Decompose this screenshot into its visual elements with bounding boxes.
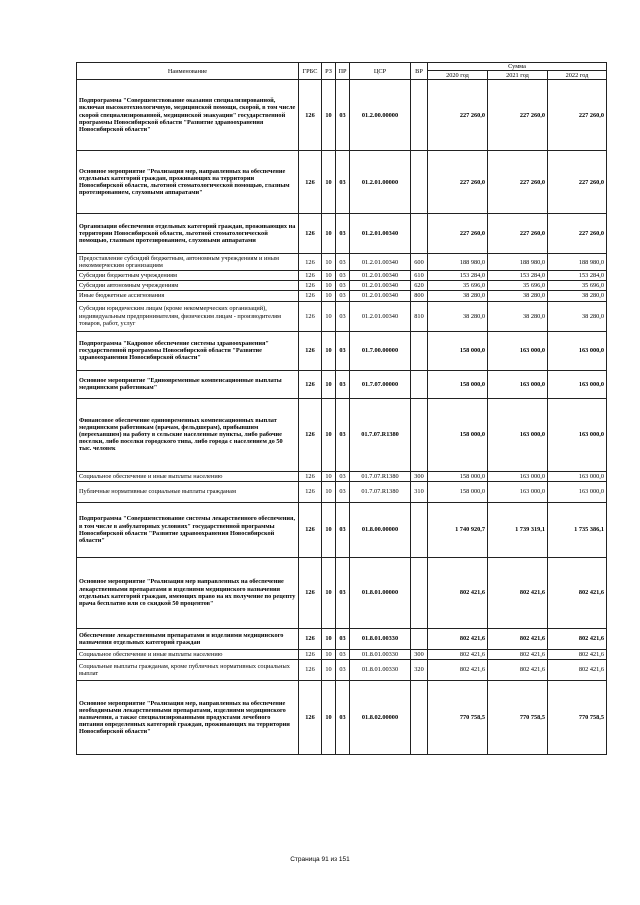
table-row: [77, 471, 607, 481]
cell-name: Подпрограмма "Совершенствование оказания специализированной, включая высокотехнологичную, медицинской помощи, скорой, в том числе скорой специализированной, медицинской эвакуации" государственной программы Новосибирской области "Развитие здравоохранения Новосибирской области": [77, 80, 299, 151]
cell-y2020: 158 000,0: [428, 471, 488, 481]
cell-y2020: 35 696,0: [428, 281, 488, 291]
cell-y2021: 38 280,0: [488, 301, 548, 331]
cell-y2022: 153 284,0: [548, 271, 607, 281]
cell-rz: 10: [322, 680, 336, 754]
cell-csr: 01.2.00.00000: [350, 80, 411, 151]
cell-grbs: 126: [299, 301, 322, 331]
cell-y2020: 1 740 920,7: [428, 502, 488, 557]
page-number: Страница 91 из 151: [290, 856, 350, 863]
cell-grbs: 126: [299, 398, 322, 471]
cell-y2020: 802 421,6: [428, 659, 488, 680]
cell-csr: 01.8.01.00330: [350, 628, 411, 649]
table-row: [77, 254, 607, 271]
cell-y2020: 770 758,5: [428, 680, 488, 754]
cell-rz: 10: [322, 481, 336, 502]
header-name: Наименование: [77, 63, 299, 80]
cell-rz: 10: [322, 557, 336, 628]
cell-rz: 10: [322, 370, 336, 398]
cell-rz: 10: [322, 331, 336, 370]
cell-y2021: 802 421,6: [488, 649, 548, 659]
cell-pr: 03: [336, 557, 350, 628]
cell-vr: 600: [411, 254, 428, 271]
cell-rz: 10: [322, 151, 336, 214]
cell-vr: 800: [411, 291, 428, 301]
cell-y2021: 163 000,0: [488, 471, 548, 481]
cell-y2022: 227 260,0: [548, 151, 607, 214]
header-2022: 2022 год: [548, 71, 607, 80]
cell-y2021: 38 280,0: [488, 291, 548, 301]
cell-y2022: 163 000,0: [548, 398, 607, 471]
cell-grbs: 126: [299, 471, 322, 481]
cell-pr: 03: [336, 471, 350, 481]
cell-y2021: 227 260,0: [488, 214, 548, 254]
cell-y2022: 38 280,0: [548, 291, 607, 301]
cell-csr: 01.2.01.00340: [350, 271, 411, 281]
cell-grbs: 126: [299, 502, 322, 557]
cell-csr: 01.7.07.R1380: [350, 481, 411, 502]
cell-grbs: 126: [299, 80, 322, 151]
cell-csr: 01.2.01.00000: [350, 151, 411, 214]
cell-name: Социальное обеспечение и иные выплаты населению: [77, 471, 299, 481]
header-2020: 2020 год: [428, 71, 488, 80]
cell-y2021: 188 980,0: [488, 254, 548, 271]
cell-csr: 01.8.01.00000: [350, 557, 411, 628]
cell-name: Публичные нормативные социальные выплаты гражданам: [77, 481, 299, 502]
header-rz: РЗ: [322, 63, 336, 80]
cell-y2021: 802 421,6: [488, 659, 548, 680]
cell-y2021: 163 000,0: [488, 481, 548, 502]
cell-vr: [411, 398, 428, 471]
cell-rz: 10: [322, 628, 336, 649]
header-grbs: ГРБС: [299, 63, 322, 80]
cell-name: Субсидии юридическим лицам (кроме некоммерческих организаций), индивидуальным предпринимателям, физическим лицам - производителям товаров, работ, услуг: [77, 301, 299, 331]
cell-vr: 610: [411, 271, 428, 281]
cell-y2021: 153 284,0: [488, 271, 548, 281]
cell-y2020: 188 980,0: [428, 254, 488, 271]
cell-pr: 03: [336, 291, 350, 301]
table-row: [77, 398, 607, 471]
cell-name: Организация обеспечения отдельных категорий граждан, проживающих на территории Новосибирской области, льготной стоматологической помощью, глазным протезированием, слуховыми аппаратами: [77, 214, 299, 254]
budget-table: [76, 62, 607, 755]
cell-vr: [411, 502, 428, 557]
cell-y2020: 158 000,0: [428, 481, 488, 502]
cell-csr: 01.2.01.00340: [350, 254, 411, 271]
cell-y2022: 802 421,6: [548, 557, 607, 628]
cell-vr: [411, 557, 428, 628]
cell-vr: 300: [411, 471, 428, 481]
table-row: [77, 557, 607, 628]
cell-name: Социальное обеспечение и иные выплаты населению: [77, 649, 299, 659]
cell-y2021: 1 739 319,1: [488, 502, 548, 557]
cell-name: Подпрограмма "Совершенствование системы лекарственного обеспечения, в том числе в амбулаторных условиях" государственной программы Новосибирской области "Развитие здравоохранения Новосибирской области": [77, 502, 299, 557]
cell-y2022: 188 980,0: [548, 254, 607, 271]
header-pr: ПР: [336, 63, 350, 80]
cell-pr: 03: [336, 80, 350, 151]
cell-vr: [411, 80, 428, 151]
table-row: [77, 301, 607, 331]
cell-grbs: 126: [299, 649, 322, 659]
cell-name: Подпрограмма "Кадровое обеспечение системы здравоохранения" государственной программы Новосибирской области "Развитие здравоохранения Новосибирской области": [77, 331, 299, 370]
cell-y2021: 227 260,0: [488, 151, 548, 214]
cell-pr: 03: [336, 398, 350, 471]
cell-y2021: 802 421,6: [488, 557, 548, 628]
cell-y2022: 802 421,6: [548, 649, 607, 659]
cell-pr: 03: [336, 254, 350, 271]
cell-pr: 03: [336, 481, 350, 502]
cell-vr: 810: [411, 301, 428, 331]
cell-vr: 310: [411, 481, 428, 502]
cell-y2022: 163 000,0: [548, 370, 607, 398]
header-2021: 2021 год: [488, 71, 548, 80]
cell-pr: 03: [336, 370, 350, 398]
cell-y2020: 227 260,0: [428, 214, 488, 254]
cell-pr: 03: [336, 301, 350, 331]
table-row: [77, 659, 607, 680]
cell-y2022: 163 000,0: [548, 481, 607, 502]
cell-pr: 03: [336, 628, 350, 649]
table-row: [77, 151, 607, 214]
cell-grbs: 126: [299, 214, 322, 254]
cell-vr: [411, 370, 428, 398]
cell-csr: 01.8.00.00000: [350, 502, 411, 557]
cell-name: Иные бюджетные ассигнования: [77, 291, 299, 301]
cell-pr: 03: [336, 659, 350, 680]
cell-y2021: 802 421,6: [488, 628, 548, 649]
cell-vr: [411, 151, 428, 214]
cell-rz: 10: [322, 281, 336, 291]
cell-y2020: 158 000,0: [428, 331, 488, 370]
cell-pr: 03: [336, 680, 350, 754]
table-row: [77, 680, 607, 754]
cell-csr: 01.7.00.00000: [350, 331, 411, 370]
cell-rz: 10: [322, 271, 336, 281]
cell-y2021: 163 000,0: [488, 398, 548, 471]
cell-csr: 01.8.02.00000: [350, 680, 411, 754]
cell-y2020: 227 260,0: [428, 151, 488, 214]
cell-vr: [411, 628, 428, 649]
cell-csr: 01.2.01.00340: [350, 281, 411, 291]
cell-name: Финансовое обеспечение единовременных компенсационных выплат медицинским работникам (врачам, фельдшерам), прибывшим (переехавшим) на работу в сельские населенные пункты, либо рабочие поселки, либо поселки городского типа, либо города с населением до 50 тыс. человек: [77, 398, 299, 471]
cell-grbs: 126: [299, 271, 322, 281]
cell-name: Социальные выплаты гражданам, кроме публичных нормативных социальных выплат: [77, 659, 299, 680]
cell-y2022: 227 260,0: [548, 214, 607, 254]
table-body: [77, 80, 607, 755]
table-row: [77, 214, 607, 254]
cell-y2020: 227 260,0: [428, 80, 488, 151]
cell-grbs: 126: [299, 481, 322, 502]
cell-vr: [411, 214, 428, 254]
cell-rz: 10: [322, 502, 336, 557]
cell-y2020: 38 280,0: [428, 291, 488, 301]
cell-pr: 03: [336, 214, 350, 254]
cell-name: Основное мероприятие "Реализация мер, направленных на обеспечение отдельных категорий граждан, проживающих на территории Новосибирской области, льготной стоматологической помощью, глазным протезированием, слуховыми аппаратами": [77, 151, 299, 214]
cell-pr: 03: [336, 281, 350, 291]
table-row: [77, 281, 607, 291]
cell-grbs: 126: [299, 281, 322, 291]
cell-pr: 03: [336, 502, 350, 557]
cell-grbs: 126: [299, 291, 322, 301]
cell-y2020: 802 421,6: [428, 628, 488, 649]
header-csr: ЦСР: [350, 63, 411, 80]
cell-y2020: 158 000,0: [428, 370, 488, 398]
cell-name: Основное мероприятие "Реализация мер, направленных на обеспечение необходимыми лекарственными препаратами, изделиями медицинского назначения, а также специализированными продуктами лечебного питания определенных категорий граждан, проживающих на территории Новосибирской области": [77, 680, 299, 754]
cell-rz: 10: [322, 254, 336, 271]
cell-rz: 10: [322, 659, 336, 680]
cell-vr: [411, 331, 428, 370]
table-row: [77, 331, 607, 370]
table-row: [77, 80, 607, 151]
cell-rz: 10: [322, 214, 336, 254]
table-row: [77, 628, 607, 649]
cell-rz: 10: [322, 301, 336, 331]
cell-y2022: 1 735 386,1: [548, 502, 607, 557]
table-row: [77, 502, 607, 557]
cell-y2020: 38 280,0: [428, 301, 488, 331]
table-row: [77, 481, 607, 502]
cell-csr: 01.8.01.00330: [350, 659, 411, 680]
cell-grbs: 126: [299, 254, 322, 271]
table-row: [77, 370, 607, 398]
cell-vr: 320: [411, 659, 428, 680]
cell-pr: 03: [336, 331, 350, 370]
header-vr: ВР: [411, 63, 428, 80]
cell-name: Основное мероприятие "Реализация мер направленных на обеспечение лекарственными препаратами и изделиями медицинского назначения отдельных категорий граждан, имеющих право на их получение по рецепту врача бесплатно или со скидкой 50 процентов": [77, 557, 299, 628]
cell-name: Субсидии бюджетным учреждениям: [77, 271, 299, 281]
cell-grbs: 126: [299, 151, 322, 214]
cell-vr: [411, 680, 428, 754]
table-row: [77, 271, 607, 281]
cell-y2021: 35 696,0: [488, 281, 548, 291]
cell-y2022: 163 000,0: [548, 471, 607, 481]
cell-y2022: 163 000,0: [548, 331, 607, 370]
cell-vr: 620: [411, 281, 428, 291]
cell-name: Основное мероприятие "Единовременные компенсационные выплаты медицинским работникам": [77, 370, 299, 398]
cell-pr: 03: [336, 151, 350, 214]
cell-grbs: 126: [299, 628, 322, 649]
cell-grbs: 126: [299, 331, 322, 370]
cell-grbs: 126: [299, 370, 322, 398]
cell-y2021: 163 000,0: [488, 370, 548, 398]
cell-rz: 10: [322, 649, 336, 659]
cell-y2020: 802 421,6: [428, 557, 488, 628]
cell-rz: 10: [322, 80, 336, 151]
cell-y2020: 802 421,6: [428, 649, 488, 659]
cell-y2021: 227 260,0: [488, 80, 548, 151]
cell-y2022: 38 280,0: [548, 301, 607, 331]
cell-grbs: 126: [299, 659, 322, 680]
cell-name: Субсидии автономным учреждениям: [77, 281, 299, 291]
cell-rz: 10: [322, 471, 336, 481]
cell-csr: 01.2.01.00340: [350, 291, 411, 301]
cell-csr: 01.8.01.00330: [350, 649, 411, 659]
cell-grbs: 126: [299, 680, 322, 754]
cell-rz: 10: [322, 398, 336, 471]
cell-y2021: 770 758,5: [488, 680, 548, 754]
cell-y2022: 802 421,6: [548, 659, 607, 680]
header-sum: Сумма: [428, 63, 607, 71]
cell-vr: 300: [411, 649, 428, 659]
cell-csr: 01.7.07.00000: [350, 370, 411, 398]
cell-csr: 01.2.01.00340: [350, 214, 411, 254]
cell-pr: 03: [336, 649, 350, 659]
cell-y2022: 35 696,0: [548, 281, 607, 291]
cell-name: Обеспечение лекарственными препаратами и изделиями медицинского назначения отдельных категорий граждан: [77, 628, 299, 649]
cell-csr: 01.2.01.00340: [350, 301, 411, 331]
cell-grbs: 126: [299, 557, 322, 628]
cell-y2022: 802 421,6: [548, 628, 607, 649]
cell-y2021: 163 000,0: [488, 331, 548, 370]
cell-csr: 01.7.07.R1380: [350, 398, 411, 471]
cell-y2020: 158 000,0: [428, 398, 488, 471]
table-row: [77, 649, 607, 659]
cell-y2022: 227 260,0: [548, 80, 607, 151]
cell-y2022: 770 758,5: [548, 680, 607, 754]
table-row: [77, 291, 607, 301]
cell-pr: 03: [336, 271, 350, 281]
cell-name: Предоставление субсидий бюджетным, автономным учреждениям и иным некоммерческим организациям: [77, 254, 299, 271]
cell-csr: 01.7.07.R1380: [350, 471, 411, 481]
cell-y2020: 153 284,0: [428, 271, 488, 281]
cell-rz: 10: [322, 291, 336, 301]
